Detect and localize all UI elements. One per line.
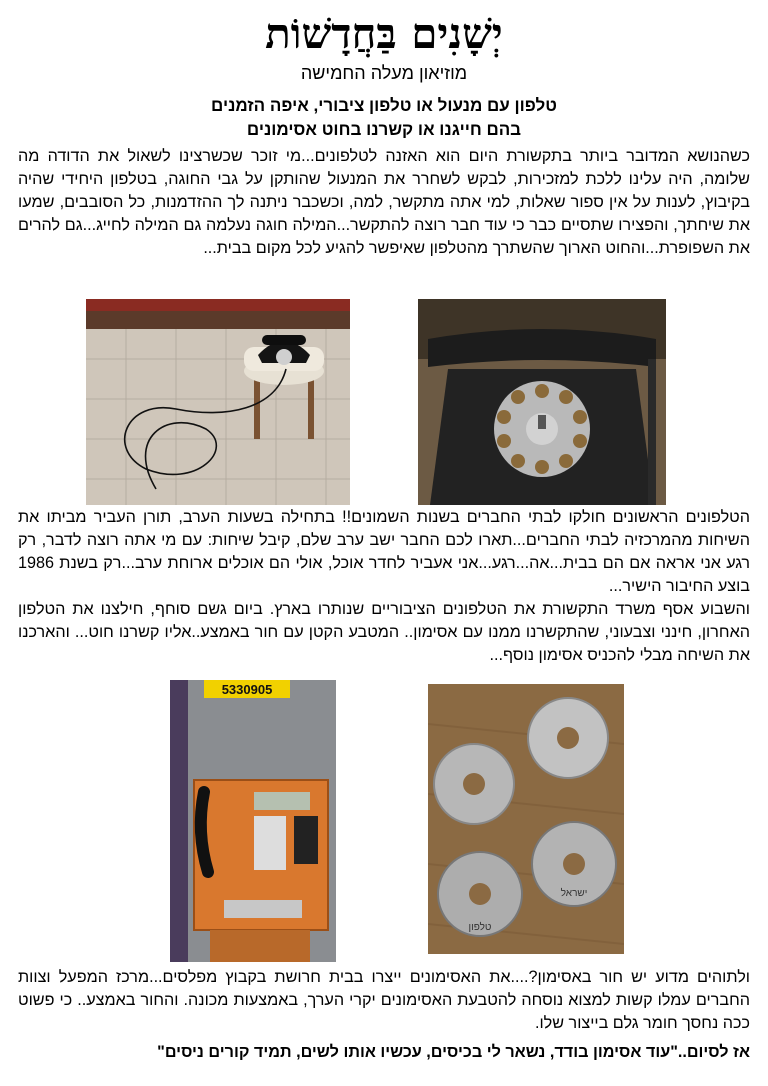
page-title: יְשָׁנִים בַּחֲדָשׁוֹת bbox=[265, 9, 503, 58]
paragraph-dial-lock: כשהנושא המדובר ביותר בתקשורת היום הוא האזנה לטלפונים...מי זוכר שכשרצינו לשאול את הדודה מה שלומה, היה עלינו ללכת למזכירות, לבקש לשחרר את המנעול שהותקן על גבי החוגה, בטלפון היחידי שהיה בקיבוץ, לענות על אין ספור שאלות, למי אתה מתקשר, למה, וכשכבר ניתנה לך ההזדמנות, כל הסובבים, שמעו את שיחתך, והפצירו שתסיים כבר כי עוד חבר רוצה להתקשר...המילה חוגה נעלמה גם המילה לחייג...גם להרים את השפופרת...והחוט הארוך שהשתרך מהטלפון שאיפשר להגיע לכל מקום בבית... bbox=[18, 147, 750, 257]
paragraph-closing-quote: אז לסיום.."עוד אסימון בודד, נשאר לי בכיסים, עכשיו אותו לשים, תמיד קורים ניסים" bbox=[157, 1043, 750, 1061]
paragraph-first-phones: הטלפונים הראשונים חולקו לבתי החברים בשנות השמונים!! בתחילה בשעות הערב, תורן העביר מביתו את השיחות מהמרכזיה לבתי החברים...תארו לכם החבר ישב ערב שלם, קיבל שיחות: עם מי אתה רוצה לדבר, רק רגע אני אראה אם הם בבית...אה...רגע...אני אעביר לחדר אוכל, אולי הם אוכלים ארוחת ערב...רק בשנת 1986 בוצע החיבור הישיר... bbox=[18, 508, 750, 595]
photo-phone-on-stool bbox=[86, 299, 350, 505]
token-text-israel: ישראל bbox=[560, 888, 588, 899]
museum-subtitle: מוזיאון מעלה החמישה bbox=[300, 63, 468, 83]
photo-payphone bbox=[170, 680, 336, 962]
headline-line-1: טלפון עם מנעול או טלפון ציבורי, איפה הזמנים bbox=[211, 96, 557, 115]
paragraph-public-phones: והשבוע אסף משרד התקשורת את הטלפונים הציבוריים שנותרו בארץ. ביום גשם סוחף, חילצנו את הטלפון האחרון, חינני וצבעוני, שהתקשרנו ממנו עם אסימון.. המטבע הקטן עם חור באמצע..אליו קשרנו חוט... והארכנו את השיחה מבלי להכניס אסימון נוסף... bbox=[18, 600, 750, 664]
photo-tokens bbox=[428, 684, 624, 954]
photo-rotary-dial bbox=[418, 299, 666, 505]
headline-line-2: בהם חייגנו או קשרנו בחוט אסימונים bbox=[246, 120, 522, 139]
token-text-phone: טלפון bbox=[468, 922, 492, 933]
paragraph-token-hole: ולתוהים מדוע יש חור באסימון?....את האסימונים ייצרו בבית חרושת בקבוץ מפלסים...מרכז המפעל וצוות החברים עמלו קשות למצוא נוסחה להטבעת האסימונים יקרי הערך, באמצעות מכונה. והחור באמצע.. כי פשוט ככה נחסך חומר גלם בייצור שלו. bbox=[18, 968, 750, 1032]
payphone-number-plate: 5330905 bbox=[221, 682, 273, 697]
